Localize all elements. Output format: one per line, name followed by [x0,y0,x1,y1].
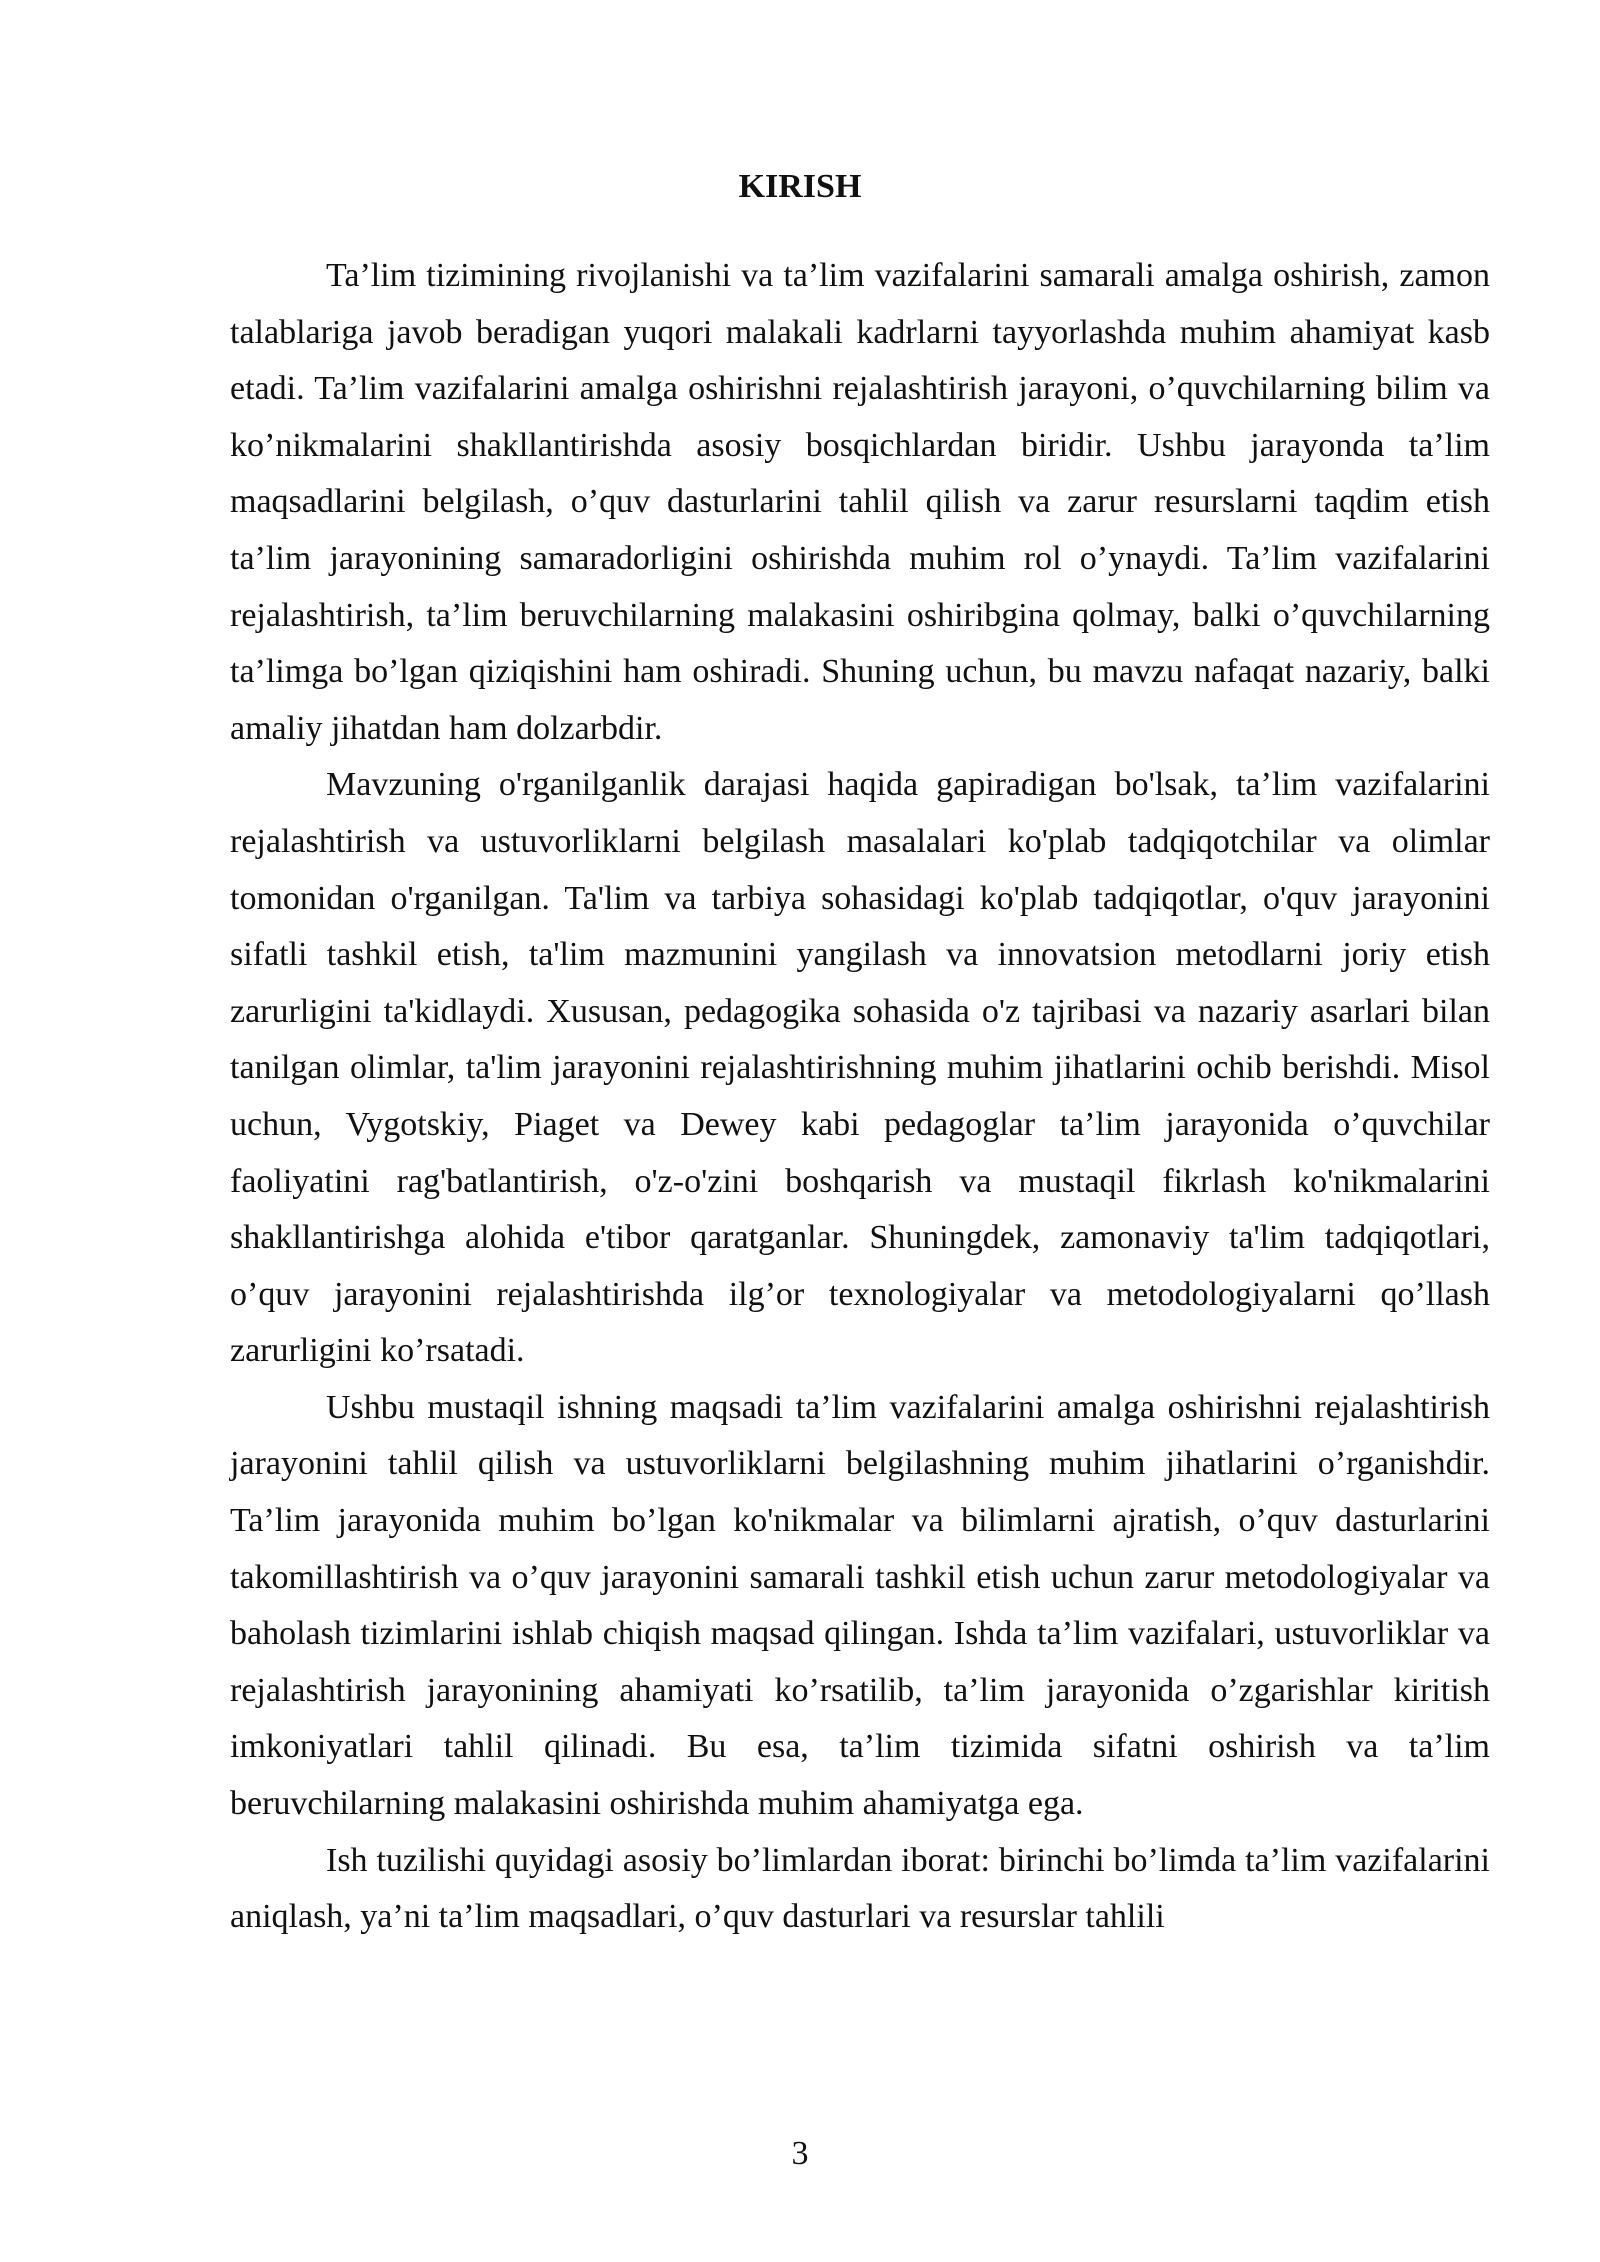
document-body [230,248,1490,1946]
page-number: 3 [791,2135,809,2172]
paragraph: Ish tuzilishi quyidagi asosiy bo’limlardan iborat: birinchi bo’limda ta’lim vazifalarini aniqlash, ya’ni ta’lim maqsadlari, o’quv dasturlari va resurslar tahlili [230,1841,1490,1936]
page-title: KIRISH [738,168,862,205]
paragraph: Ta’lim tizimining rivojlanishi va ta’lim vazifalarini samarali amalga oshirish, zamon talablariga javob beradigan yuqori malakali kadrlarni tayyorlashda muhim ahamiyat kasb etadi. Ta’lim vazifalarini amalga oshirishni rejalashtirish jarayoni, o’quvchilarning bilim va ko’nikmalarini shakllantirishda asosiy bosqichlardan biridir. Ushbu jarayonda ta’lim maqsadlarini belgilash, o’quv dasturlarini tahlil qilish va zarur resurslarni taqdim etish ta’lim jarayonining samaradorligini oshirishda muhim rol o’ynaydi. Ta’lim vazifalarini rejalashtirish, ta’lim beruvchilarning malakasini oshiribgina qolmay, balki o’quvchilarning ta’limga bo’lgan qiziqishini ham oshiradi. Shuning uchun, bu mavzu nafaqat nazariy, balki amaliy jihatdan ham dolzarbdir. [230,257,1490,747]
paragraph: Ushbu mustaqil ishning maqsadi ta’lim vazifalarini amalga oshirishni rejalashtirish jarayonini tahlil qilish va ustuvorliklarni belgilashning muhim jihatlarini o’rganishdir. Ta’lim jarayonida muhim bo’lgan ko'nikmalar va bilimlarni ajratish, o’quv dasturlarini takomillashtirish va o’quv jarayonini samarali tashkil etish uchun zarur metodologiyalar va baholash tizimlarini ishlab chiqish maqsad qilingan. Ishda ta’lim vazifalari, ustuvorliklar va rejalashtirish jarayonining ahamiyati ko’rsatilib, ta’lim jarayonida o’zgarishlar kiritish imkoniyatlari tahlil qilinadi. Bu esa, ta’lim tizimida sifatni oshirish va ta’lim beruvchilarning malakasini oshirishda muhim ahamiyatga ega. [230,1388,1490,1823]
paragraph: Mavzuning o'rganilganlik darajasi haqida gapiradigan bo'lsak, ta’lim vazifalarini rejalashtirish va ustuvorliklarni belgilash masalalari ko'plab tadqiqotchilar va olimlar tomonidan o'rganilgan. Ta'lim va tarbiya sohasidagi ko'plab tadqiqotlar, o'quv jarayonini sifatli tashkil etish, ta'lim mazmunini yangilash va innovatsion metodlarni joriy etish zarurligini ta'kidlaydi. Xususan, pedagogika sohasida o'z tajribasi va nazariy asarlari bilan tanilgan olimlar, ta'lim jarayonini rejalashtirishning muhim jihatlarini ochib berishdi. Misol uchun, Vygotskiy, Piaget va Dewey kabi pedagoglar ta’lim jarayonida o’quvchilar faoliyatini rag'batlantirish, o'z-o'zini boshqarish va mustaqil fikrlash ko'nikmalarini shakllantirishga alohida e'tibor qaratganlar. Shuningdek, zamonaviy ta'lim tadqiqotlari, o’quv jarayonini rejalashtirishda ilg’or texnologiyalar va metodologiyalarni qo’llash zarurligini ko’rsatadi. [230,766,1490,1370]
